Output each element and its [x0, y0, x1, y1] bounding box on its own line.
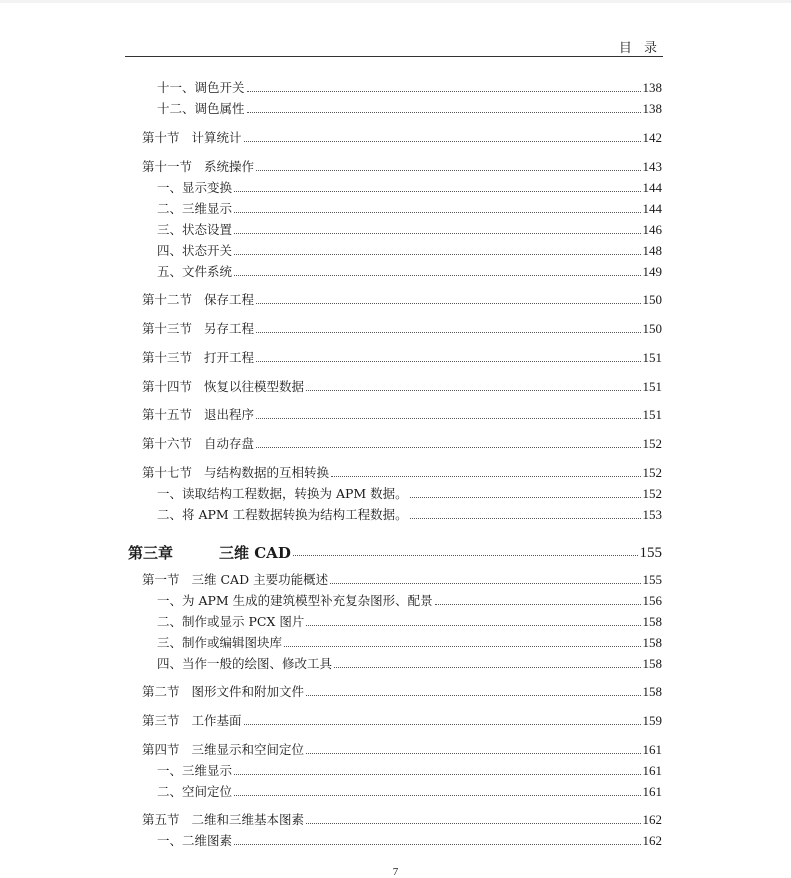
- toc-entry-text: 保存工程: [204, 292, 255, 307]
- dot-leader: [306, 390, 640, 391]
- page-number: 7: [392, 866, 399, 878]
- toc-entry-page: 158: [642, 656, 662, 671]
- toc-entry-prefix: 第二节: [142, 684, 180, 699]
- toc-entry-title: [142, 713, 242, 729]
- dot-leader: [244, 141, 641, 142]
- toc-section-entry[interactable]: [0, 405, 791, 423]
- toc-entry-page: 150: [642, 321, 662, 336]
- toc-entry-text: 与结构数据的互相转换: [204, 465, 330, 480]
- toc-subsection-entry[interactable]: [0, 99, 791, 117]
- toc-entry-title: [157, 656, 332, 672]
- toc-entry-title: [157, 635, 282, 651]
- toc-subsection-entry[interactable]: [0, 220, 791, 238]
- toc-entry-title: [142, 684, 304, 700]
- toc-entry-page: 151: [642, 379, 662, 394]
- toc-section-entry[interactable]: [0, 810, 791, 828]
- dot-leader: [306, 823, 640, 824]
- toc-entry-page: 142: [642, 130, 662, 145]
- dot-leader: [256, 447, 640, 448]
- toc-entry-title: [142, 812, 304, 828]
- toc-entry-text: 四、状态开关: [157, 243, 233, 258]
- toc-section-entry[interactable]: [0, 711, 791, 729]
- toc-subsection-entry[interactable]: [0, 178, 791, 196]
- toc-subsection-entry[interactable]: [0, 505, 791, 523]
- toc-entry-page: 156: [642, 593, 662, 608]
- toc-entry-text: 一、三维显示: [157, 763, 233, 778]
- toc-subsection-entry[interactable]: [0, 262, 791, 280]
- toc-section-entry[interactable]: [0, 290, 791, 308]
- toc-entry-page: 146: [642, 222, 662, 237]
- dot-leader: [306, 753, 640, 754]
- dot-leader: [256, 170, 640, 171]
- toc-entry-title: [142, 436, 254, 452]
- dot-leader: [234, 233, 640, 234]
- toc-subsection-entry[interactable]: [0, 633, 791, 651]
- toc-entry-page: 153: [642, 507, 662, 522]
- dot-leader: [234, 191, 640, 192]
- toc-entry-page: 162: [642, 833, 662, 848]
- dot-leader: [234, 275, 640, 276]
- toc-section-entry[interactable]: [0, 377, 791, 395]
- toc-subsection-entry[interactable]: [0, 654, 791, 672]
- toc-entry-text: 三、制作或编辑图块库: [157, 635, 283, 650]
- toc-entry-title: [142, 292, 254, 308]
- toc-section-entry[interactable]: [0, 128, 791, 146]
- running-header: [125, 36, 663, 57]
- toc-entry-text: 二维和三维基本图素: [191, 812, 305, 827]
- toc-entry-title: [142, 407, 254, 423]
- toc-entry-title: [157, 507, 408, 523]
- toc-entry-title: [142, 159, 254, 175]
- toc-entry-text: 一、显示变换: [157, 180, 233, 195]
- dot-leader: [410, 518, 641, 519]
- toc-entry-page: 161: [642, 763, 662, 778]
- toc-entry-text: 计算统计: [191, 130, 242, 145]
- dot-leader: [410, 497, 641, 498]
- toc-entry-page: 150: [642, 292, 662, 307]
- toc-section-entry[interactable]: [0, 740, 791, 758]
- toc-entry-page: 152: [642, 486, 662, 501]
- toc-entry-page: 158: [642, 684, 662, 699]
- toc-entry-title: [157, 180, 232, 196]
- dot-leader: [234, 774, 640, 775]
- toc-entry-page: 151: [642, 350, 662, 365]
- toc-entry-text: 五、文件系统: [157, 264, 233, 279]
- toc-entry-text: 恢复以往模型数据: [204, 379, 305, 394]
- toc-entry-text: 二、制作或显示 PCX 图片: [157, 614, 305, 629]
- toc-entry-text: 退出程序: [204, 407, 255, 422]
- toc-entry-title: [157, 264, 232, 280]
- dot-leader: [256, 361, 640, 362]
- toc-entry-page: 144: [642, 201, 662, 216]
- dot-leader: [331, 476, 640, 477]
- dot-leader: [306, 695, 640, 696]
- toc-subsection-entry[interactable]: [0, 612, 791, 630]
- dot-leader: [234, 844, 640, 845]
- top-edge-bar: [0, 0, 791, 3]
- dot-leader: [244, 724, 641, 725]
- toc-entry-page: 138: [642, 101, 662, 116]
- toc-entry-text: 十一、调色开关: [157, 80, 245, 95]
- toc-entry-page: 152: [642, 436, 662, 451]
- toc-entry-page: 161: [642, 784, 662, 799]
- dot-leader: [247, 112, 641, 113]
- toc-entry-text: 图形文件和附加文件: [191, 684, 305, 699]
- toc-subsection-entry[interactable]: [0, 78, 791, 96]
- toc-entry-title: [157, 201, 232, 217]
- toc-entry-title: [157, 614, 304, 630]
- toc-subsection-entry[interactable]: [0, 199, 791, 217]
- toc-subsection-entry[interactable]: [0, 831, 791, 849]
- toc-entry-page: 144: [642, 180, 662, 195]
- toc-entry-page: 159: [642, 713, 662, 728]
- toc-entry-title: [142, 379, 304, 395]
- dot-leader: [234, 254, 640, 255]
- dot-leader: [284, 646, 640, 647]
- toc-entry-page: 155: [642, 572, 662, 587]
- toc-entry-text: 二、空间定位: [157, 784, 233, 799]
- toc-entry-title: [157, 784, 232, 800]
- toc-entry-title: [142, 321, 254, 337]
- toc-entry-page: 151: [642, 407, 662, 422]
- toc-entry-text: 一、为 APM 生成的建筑模型补充复杂图形、配景: [157, 593, 433, 608]
- toc-section-entry[interactable]: [0, 434, 791, 452]
- toc-entry-text: 一、读取结构工程数据，转换为 APM 数据。: [157, 486, 408, 501]
- toc-entry-title: [157, 101, 245, 117]
- toc-entry-prefix: 第十三节: [142, 350, 193, 365]
- toc-entry-title: [157, 80, 245, 96]
- toc-entry-title: [157, 486, 408, 502]
- toc-entry-text: 四、当作一般的绘图、修改工具: [157, 656, 333, 671]
- toc-entry-title: [142, 465, 329, 481]
- toc-entry-title: [157, 833, 232, 849]
- toc-entry-text: 三维显示和空间定位: [191, 742, 305, 757]
- toc-entry-prefix: 第十五节: [142, 407, 193, 422]
- toc-entry-title: [157, 222, 232, 238]
- toc-entry-page: 149: [642, 264, 662, 279]
- toc-entry-prefix: 第三章: [128, 544, 174, 562]
- toc-entry-page: 148: [642, 243, 662, 258]
- toc-entry-prefix: 第十二节: [142, 292, 193, 307]
- toc-entry-page: 155: [639, 545, 662, 561]
- toc-entry-prefix: 第十四节: [142, 379, 193, 394]
- toc-entry-text: 另存工程: [204, 321, 255, 336]
- toc-entry-prefix: 第一节: [142, 572, 180, 587]
- toc-section-entry[interactable]: [0, 682, 791, 700]
- toc-entry-text: 打开工程: [204, 350, 255, 365]
- toc-entry-title: [157, 593, 433, 609]
- toc-entry-title: [157, 243, 232, 259]
- toc-subsection-entry[interactable]: [0, 782, 791, 800]
- dot-leader: [334, 667, 640, 668]
- toc-subsection-entry[interactable]: [0, 241, 791, 259]
- toc-entry-text: 二、将 APM 工程数据转换为结构工程数据。: [157, 507, 408, 522]
- dot-leader: [435, 604, 641, 605]
- toc-section-entry[interactable]: [0, 348, 791, 366]
- dot-leader: [256, 303, 640, 304]
- toc-entry-title: [142, 350, 254, 366]
- header-title: 目 录: [618, 41, 661, 56]
- toc-entry-text: 自动存盘: [204, 436, 255, 451]
- dot-leader: [256, 332, 640, 333]
- toc-chapter-entry[interactable]: [0, 539, 791, 561]
- toc-entry-text: 三维 CAD: [219, 544, 291, 562]
- toc-entry-page: 158: [642, 614, 662, 629]
- dot-leader: [247, 91, 641, 92]
- toc-subsection-entry[interactable]: [0, 591, 791, 609]
- toc-entry-title: [142, 742, 304, 758]
- toc-entry-page: 143: [642, 159, 662, 174]
- toc-entry-page: 162: [642, 812, 662, 827]
- toc-subsection-entry[interactable]: [0, 484, 791, 502]
- toc-entry-page: 161: [642, 742, 662, 757]
- toc-entry-prefix: 第十节: [142, 130, 180, 145]
- toc-entry-prefix: 第十六节: [142, 436, 193, 451]
- toc-section-entry[interactable]: [0, 463, 791, 481]
- toc-entry-prefix: 第十七节: [142, 465, 193, 480]
- toc-section-entry[interactable]: [0, 157, 791, 175]
- toc-entry-prefix: 第十三节: [142, 321, 193, 336]
- dot-leader: [330, 583, 640, 584]
- toc-entry-text: 三维 CAD 主要功能概述: [191, 572, 329, 587]
- toc-entry-title: [128, 545, 291, 561]
- toc-entry-text: 二、三维显示: [157, 201, 233, 216]
- toc-entry-text: 系统操作: [204, 159, 255, 174]
- toc-entry-text: 一、二维图素: [157, 833, 233, 848]
- toc-entry-text: 工作基面: [191, 713, 242, 728]
- toc-section-entry[interactable]: [0, 570, 791, 588]
- toc-entry-prefix: 第三节: [142, 713, 180, 728]
- toc-entry-title: [157, 763, 232, 779]
- dot-leader: [234, 795, 640, 796]
- toc-entry-prefix: 第四节: [142, 742, 180, 757]
- toc-entry-text: 十二、调色属性: [157, 101, 245, 116]
- toc-entry-text: 三、状态设置: [157, 222, 233, 237]
- dot-leader: [306, 625, 640, 626]
- toc-section-entry[interactable]: [0, 319, 791, 337]
- toc-entry-page: 138: [642, 80, 662, 95]
- dot-leader: [256, 418, 640, 419]
- toc-entry-title: [142, 572, 328, 588]
- toc-entry-page: 158: [642, 635, 662, 650]
- toc-entry-title: [142, 130, 242, 146]
- toc-entry-prefix: 第十一节: [142, 159, 193, 174]
- dot-leader: [234, 212, 640, 213]
- toc-entry-page: 152: [642, 465, 662, 480]
- dot-leader: [293, 555, 638, 556]
- toc-subsection-entry[interactable]: [0, 761, 791, 779]
- toc-entry-prefix: 第五节: [142, 812, 180, 827]
